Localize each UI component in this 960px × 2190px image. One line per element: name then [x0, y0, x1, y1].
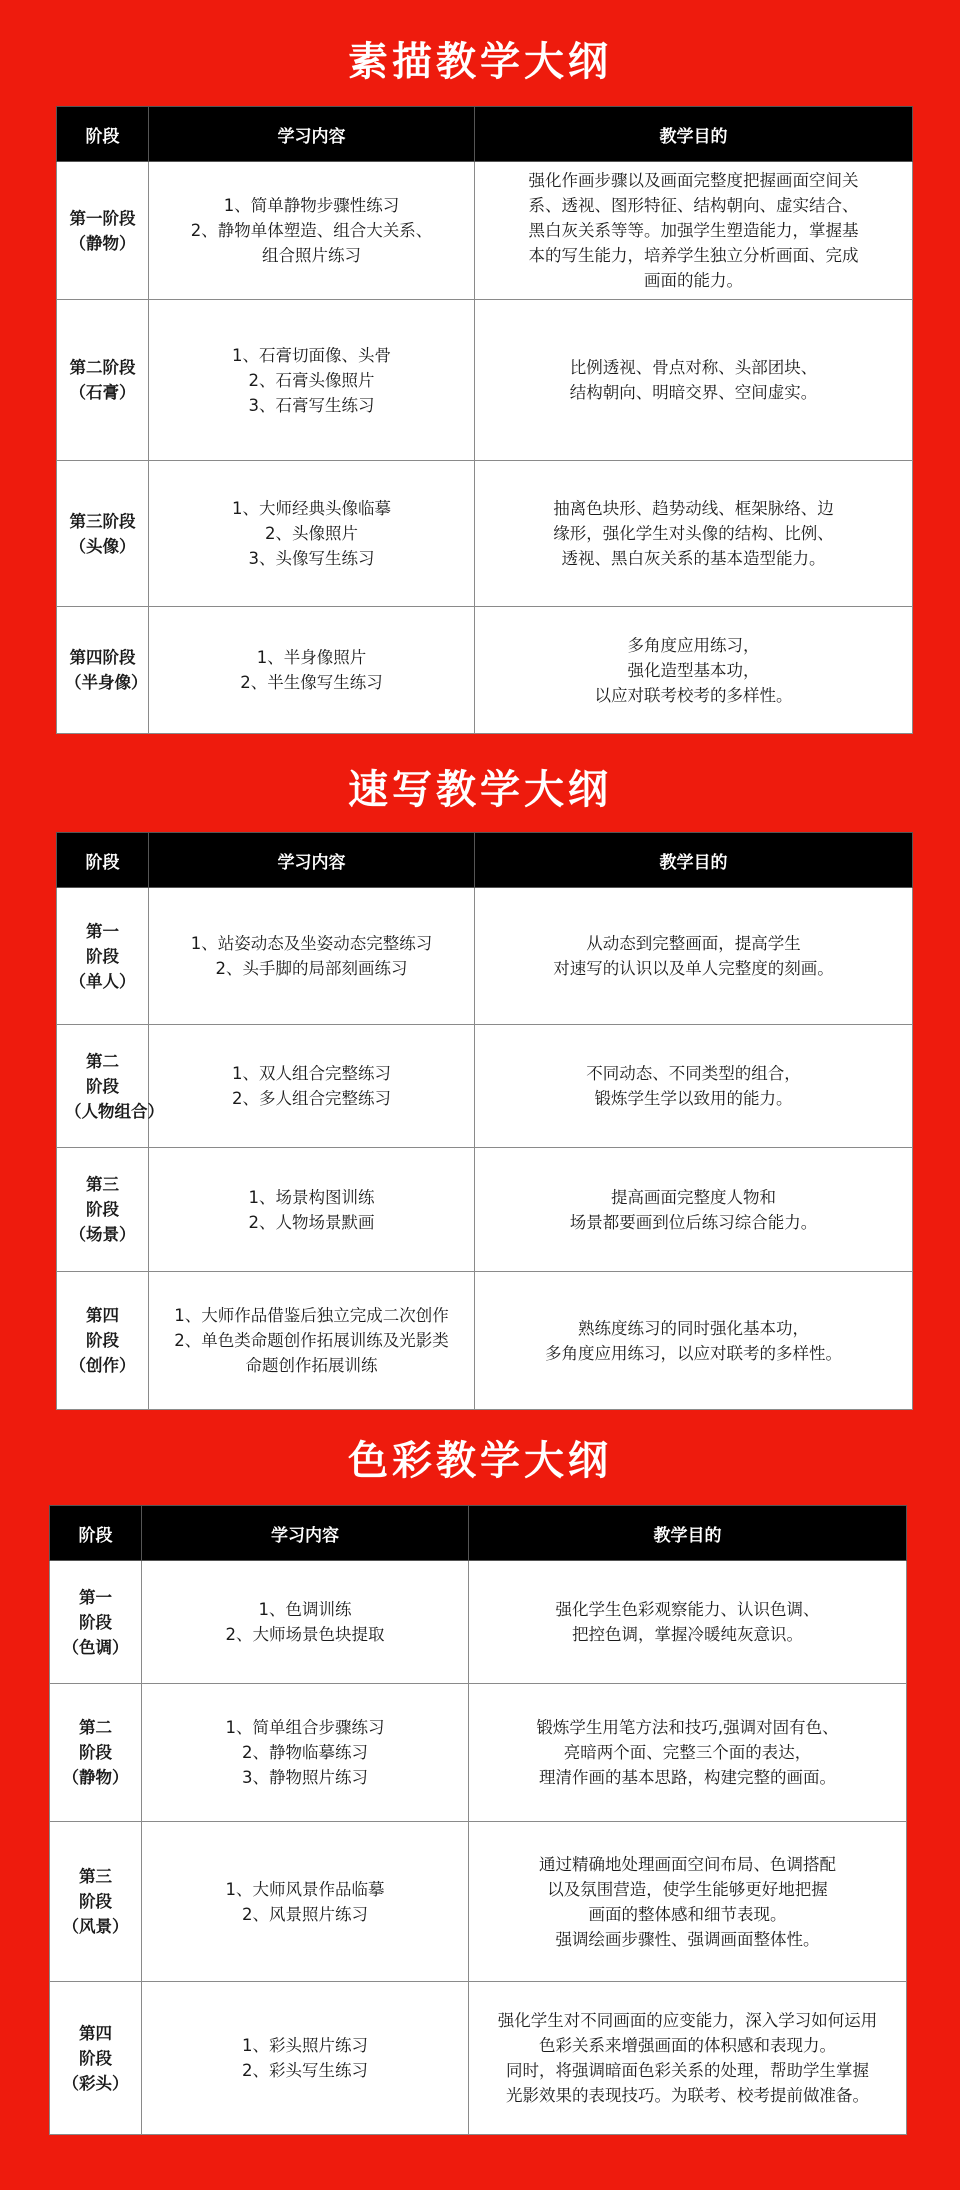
content-line: 2、人物场景默画 [248, 1212, 375, 1232]
content-line: 2、大师场景色块提取 [225, 1625, 385, 1644]
stage-line: 第一 [86, 921, 119, 941]
table-row [50, 1684, 907, 1822]
stage-line: 阶段 [86, 1331, 119, 1350]
purpose-line: 提高画面完整度人物和 [611, 1187, 776, 1207]
table-row [57, 300, 913, 461]
purpose-cell [469, 1561, 907, 1684]
purpose-line: 锻炼学生用笔方法和技巧,强调对固有色、 [536, 1718, 839, 1737]
purpose-line: 本的写生能力，培养学生独立分析画面、完成 [528, 246, 859, 265]
content-line: 2、半生像写生练习 [240, 673, 383, 692]
content-cell [142, 1982, 469, 2135]
stage-line: 第二 [79, 1718, 112, 1737]
table-row [57, 607, 913, 734]
stage-cell [50, 1684, 142, 1822]
purpose-cell [475, 1148, 913, 1272]
purpose-line: 强化作画步骤以及画面完整度把握画面空间关 [528, 171, 859, 190]
table-row [57, 1025, 913, 1148]
outline-table [56, 832, 913, 1410]
content-line: 2、单色类命题创作拓展训练及光影类 [174, 1331, 449, 1350]
purpose-cell [475, 1272, 913, 1410]
content-line: 组合照片练习 [262, 246, 361, 265]
purpose-line: 结构朝向、明暗交界、空间虚实。 [569, 383, 818, 402]
content-line: 2、静物单体塑造、组合大关系、 [190, 221, 433, 240]
stage-cell [57, 1025, 164, 1148]
purpose-line: 色彩关系来增强画面的体积感和表现力。 [539, 2036, 836, 2055]
purpose-line: 锻炼学生学以致用的能力。 [594, 1089, 793, 1108]
header-purpose: 教学目的 [475, 833, 913, 888]
table-row [50, 1982, 907, 2135]
header-stage: 阶段 [50, 1506, 142, 1561]
purpose-line: 多角度应用练习，以应对联考的多样性。 [545, 1343, 842, 1363]
content-line: 3、静物照片练习 [242, 1768, 368, 1787]
header-stage: 阶段 [57, 833, 149, 888]
stage-line: 阶段 [79, 1743, 112, 1762]
content-line: 2、风景照片练习 [242, 1904, 368, 1924]
table-row [50, 1561, 907, 1684]
content-line: 2、彩头写生练习 [242, 2061, 368, 2080]
stage-cell [57, 461, 149, 607]
content-line: 1、双人组合完整练习 [232, 1064, 391, 1083]
content-line: 1、半身像照片 [256, 648, 367, 667]
table-row [57, 162, 913, 300]
stage-line: （半身像） [65, 673, 148, 692]
table-row [57, 1272, 913, 1410]
stage-line: 第四阶段 [69, 648, 136, 667]
purpose-cell [475, 162, 913, 300]
content-line: 1、场景构图训练 [248, 1187, 375, 1207]
content-line: 3、石膏写生练习 [248, 395, 375, 415]
purpose-line: 以应对联考校考的多样性。 [594, 685, 793, 705]
stage-line: 第四 [79, 2023, 112, 2043]
purpose-cell [475, 888, 913, 1025]
stage-line: 阶段 [79, 1892, 112, 1911]
purpose-line: 多角度应用练习， [627, 635, 760, 655]
stage-line: 第四 [86, 1306, 119, 1325]
purpose-line: 抽离色块形、趋势动线、框架脉络、边 [553, 499, 834, 518]
purpose-line: 理清作画的基本思路，构建完整的画面。 [539, 1768, 836, 1787]
purpose-line: 把控色调，掌握冷暖纯灰意识。 [572, 1625, 803, 1644]
purpose-line: 强化学生色彩观察能力、认识色调、 [555, 1600, 820, 1619]
table-row [50, 1822, 907, 1982]
header-purpose: 教学目的 [469, 1506, 907, 1561]
content-line: 2、静物临摹练习 [242, 1743, 368, 1762]
stage-line: 第三 [79, 1867, 112, 1886]
purpose-line: 画面的能力。 [644, 271, 743, 290]
stage-line: 第一阶段 [69, 208, 136, 228]
purpose-line: 比例透视、骨点对称、头部团块、 [569, 358, 818, 377]
stage-line: （创作） [69, 1356, 136, 1375]
stage-line: （静物） [62, 1768, 129, 1787]
section-title: 色彩教学大纲 [348, 1438, 612, 1484]
stage-cell [50, 1561, 142, 1684]
stage-cell [57, 1148, 149, 1272]
stage-line: 阶段 [86, 1200, 119, 1219]
section-title: 速写教学大纲 [348, 767, 612, 813]
header-content: 学习内容 [149, 833, 475, 888]
content-line: 1、彩头照片练习 [242, 2036, 368, 2055]
stage-cell [57, 1272, 149, 1410]
stage-cell [50, 1982, 142, 2135]
purpose-cell [469, 1822, 907, 1982]
purpose-line: 系、透视、图形特征、结构朝向、虚实结合、 [528, 196, 859, 215]
content-line: 3、头像写生练习 [248, 549, 375, 568]
content-cell [149, 1272, 475, 1410]
purpose-line: 强化学生对不同画面的应变能力，深入学习如何运用 [497, 2011, 878, 2030]
purpose-line: 透视、黑白灰关系的基本造型能力。 [561, 549, 826, 568]
stage-line: （石膏） [69, 383, 136, 402]
content-cell [149, 1025, 475, 1148]
purpose-cell [475, 461, 913, 607]
purpose-line: 缘形，强化学生对头像的结构、比例、 [553, 524, 834, 543]
stage-line: （彩头） [62, 2073, 129, 2093]
content-line: 1、大师风景作品临摹 [225, 1879, 385, 1899]
stage-cell [57, 888, 149, 1025]
content-cell [142, 1822, 469, 1982]
table-row [57, 888, 913, 1025]
header-purpose: 教学目的 [475, 107, 913, 162]
stage-cell [57, 162, 149, 300]
stage-line: 第三阶段 [69, 511, 136, 531]
section-title: 素描教学大纲 [348, 39, 612, 85]
content-cell [149, 461, 475, 607]
stage-line: 阶段 [86, 946, 119, 966]
purpose-line: 通过精确地处理画面空间布局、色调搭配 [539, 1854, 836, 1874]
content-line: 2、头像照片 [265, 524, 358, 543]
content-cell [149, 888, 475, 1025]
stage-line: 第一 [79, 1587, 112, 1607]
content-line: 1、大师作品借鉴后独立完成二次创作 [174, 1306, 449, 1325]
purpose-line: 以及氛围营造，使学生能够更好地把握 [547, 1879, 828, 1899]
table-row [57, 461, 913, 607]
purpose-cell [475, 300, 913, 461]
purpose-cell [475, 607, 913, 734]
stage-line: 阶段 [86, 1076, 119, 1096]
stage-line: （风景） [62, 1917, 129, 1936]
header-content: 学习内容 [149, 107, 475, 162]
stage-line: 阶段 [79, 1612, 112, 1632]
purpose-line: 场景都要画到位后练习综合能力。 [569, 1212, 818, 1232]
purpose-line: 黑白灰关系等等。加强学生塑造能力，掌握基 [528, 221, 859, 240]
content-line: 2、头手脚的局部刻画练习 [215, 959, 408, 978]
purpose-line: 强调绘画步骤性、强调画面整体性。 [555, 1929, 820, 1949]
purpose-line: 画面的整体感和细节表现。 [588, 1904, 787, 1924]
outline-table [49, 1505, 907, 2135]
table-row [57, 1148, 913, 1272]
header-content: 学习内容 [142, 1506, 469, 1561]
purpose-cell [469, 1982, 907, 2135]
stage-line: 第二 [86, 1051, 119, 1071]
content-cell [149, 1148, 475, 1272]
purpose-cell [469, 1684, 907, 1822]
stage-line: （静物） [69, 233, 136, 253]
stage-cell [57, 300, 149, 461]
purpose-line: 亮暗两个面、完整三个面的表达， [563, 1743, 812, 1762]
content-cell [149, 162, 475, 300]
stage-line: （人物组合） [65, 1101, 164, 1121]
content-line: 1、简单静物步骤性练习 [223, 196, 400, 215]
purpose-line: 不同动态、不同类型的组合， [586, 1064, 801, 1083]
purpose-line: 光影效果的表现技巧。为联考、校考提前做准备。 [506, 2086, 869, 2105]
stage-line: （头像） [69, 536, 136, 556]
content-line: 1、石膏切面像、头骨 [232, 345, 391, 365]
stage-line: （单人） [69, 971, 136, 991]
content-cell [149, 607, 475, 734]
content-line: 2、石膏头像照片 [248, 370, 375, 390]
content-cell [142, 1561, 469, 1684]
content-cell [142, 1684, 469, 1822]
stage-cell [50, 1822, 142, 1982]
stage-line: 第二阶段 [69, 358, 136, 377]
content-line: 1、色调训练 [258, 1600, 352, 1619]
purpose-line: 从动态到完整画面，提高学生 [586, 934, 801, 953]
outline-table [56, 106, 913, 734]
content-line: 1、站姿动态及坐姿动态完整练习 [190, 934, 433, 953]
content-line: 1、大师经典头像临摹 [232, 499, 391, 518]
purpose-line: 熟练度练习的同时强化基本功， [578, 1318, 809, 1338]
content-line: 1、简单组合步骤练习 [225, 1718, 385, 1737]
stage-line: 阶段 [79, 2048, 112, 2068]
stage-line: 第三 [86, 1175, 119, 1194]
header-stage: 阶段 [57, 107, 149, 162]
stage-line: （场景） [69, 1225, 136, 1244]
stage-cell [57, 607, 149, 734]
purpose-line: 对速写的认识以及单人完整度的刻画。 [553, 959, 834, 978]
purpose-line: 同时，将强调暗面色彩关系的处理，帮助学生掌握 [506, 2061, 869, 2080]
content-cell [149, 300, 475, 461]
content-line: 命题创作拓展训练 [245, 1356, 378, 1375]
purpose-cell [475, 1025, 913, 1148]
content-line: 2、多人组合完整练习 [232, 1089, 391, 1108]
stage-line: （色调） [62, 1637, 129, 1657]
purpose-line: 强化造型基本功， [627, 660, 760, 680]
